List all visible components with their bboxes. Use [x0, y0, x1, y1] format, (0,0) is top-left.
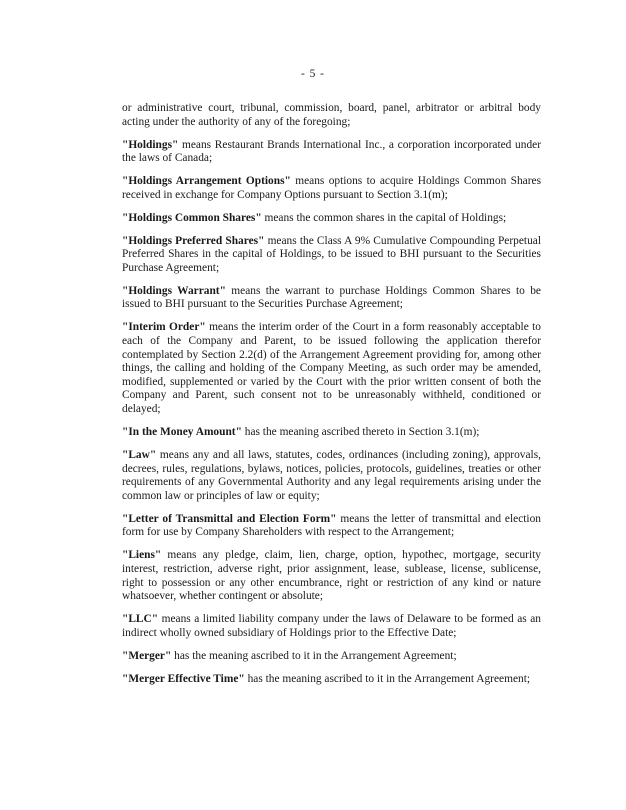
definition-paragraph — [122, 175, 541, 202]
defined-term: "Letter of Transmittal and Election Form" — [122, 512, 337, 525]
definition-paragraph — [122, 449, 541, 503]
definition-paragraph — [122, 235, 541, 276]
definition-text: or administrative court, tribunal, commission, board, panel, arbitrator or arbitral body acting under the authority of any of the foregoing; — [122, 102, 541, 128]
definition-text: means a limited liability company under the laws of Delaware to be formed as an indirect wholly owned subsidiary of Holdings prior to the Effective Date; — [122, 613, 541, 639]
page-number: - 5 - — [301, 68, 325, 80]
definition-paragraph — [122, 549, 541, 603]
defined-term: "Law" — [122, 449, 157, 461]
defined-term: "Merger Effective Time" — [122, 672, 245, 685]
definition-text: means any pledge, claim, lien, charge, option, hypothec, mortgage, security interest, restriction, adverse right, prior assignment, lease, sublease, license, sublicense, right to possession or any other encumbrance, right or restriction of any kind or nature whatsoever, whether contingent or absolute; — [122, 549, 541, 603]
definition-text: means the warrant to purchase Holdings Common Shares to be issued to BHI pursuant to the Securities Purchase Agreement; — [122, 284, 541, 311]
definition-text: means the interim order of the Court in a form reasonably acceptable to each of the Company and Parent, to be issued following the application therefor contemplated by Section 2.2(d) of the Arrangement Agreement providing for, among other things, the calling and holding of the Company Meeting, as such order may be amended, modified, supplemented or varied by the Court with the prior written consent of both the Company and Parent, such consent not to be unreasonably withheld, conditioned or delayed; — [122, 321, 541, 416]
definition-paragraph — [122, 212, 541, 226]
definition-text: means the common shares in the capital of Holdings; — [261, 211, 507, 224]
definition-paragraph — [122, 285, 541, 312]
definition-text: means the letter of transmittal and election form for use by Company Shareholders with respect to the Arrangement; — [122, 512, 541, 539]
defined-term: "LLC" — [122, 613, 159, 626]
definition-paragraph — [122, 321, 541, 416]
defined-term: "Holdings Warrant" — [122, 284, 226, 297]
definition-paragraph — [122, 613, 541, 640]
definition-paragraph — [122, 513, 541, 540]
definition-text: has the meaning ascribed to it in the Arrangement Agreement; — [171, 649, 457, 662]
defined-term: "Liens" — [122, 549, 162, 562]
definition-paragraph — [122, 650, 541, 664]
definition-text: means options to acquire Holdings Common Shares received in exchange for Company Options pursuant to Section 3.1(m); — [122, 175, 541, 201]
definition-text: has the meaning ascribed to it in the Arrangement Agreement; — [244, 672, 531, 685]
definition-paragraph — [122, 673, 541, 687]
defined-term: "Holdings" — [122, 138, 179, 151]
definition-text: means Restaurant Brands International Inc., a corporation incorporated under the laws of Canada; — [122, 138, 541, 165]
definition-text: means any and all laws, statutes, codes, ordinances (including zoning), approvals, decrees, rules, regulations, bylaws, notices, policies, protocols, guidelines, treaties or other requirements of any Governmental Authority and any legal requirements arising under the common law or principles of law or equity; — [122, 449, 541, 502]
definition-paragraph — [122, 139, 541, 166]
definitions-section — [122, 102, 541, 696]
definition-text: means the Class A 9% Cumulative Compounding Perpetual Preferred Shares in the capital of Holdings, to be issued to BHI pursuant to the Securities Purchase Agreement; — [122, 234, 541, 274]
defined-term: "In the Money Amount" — [122, 426, 242, 439]
definition-text: has the meaning ascribed thereto in Section 3.1(m); — [241, 426, 480, 439]
defined-term: "Merger" — [122, 649, 172, 662]
defined-term: "Holdings Preferred Shares" — [122, 234, 265, 247]
definition-paragraph — [122, 102, 541, 129]
definition-paragraph — [122, 426, 541, 440]
defined-term: "Holdings Common Shares" — [122, 211, 262, 224]
defined-term: "Holdings Arrangement Options" — [122, 175, 291, 188]
defined-term: "Interim Order" — [122, 321, 206, 334]
